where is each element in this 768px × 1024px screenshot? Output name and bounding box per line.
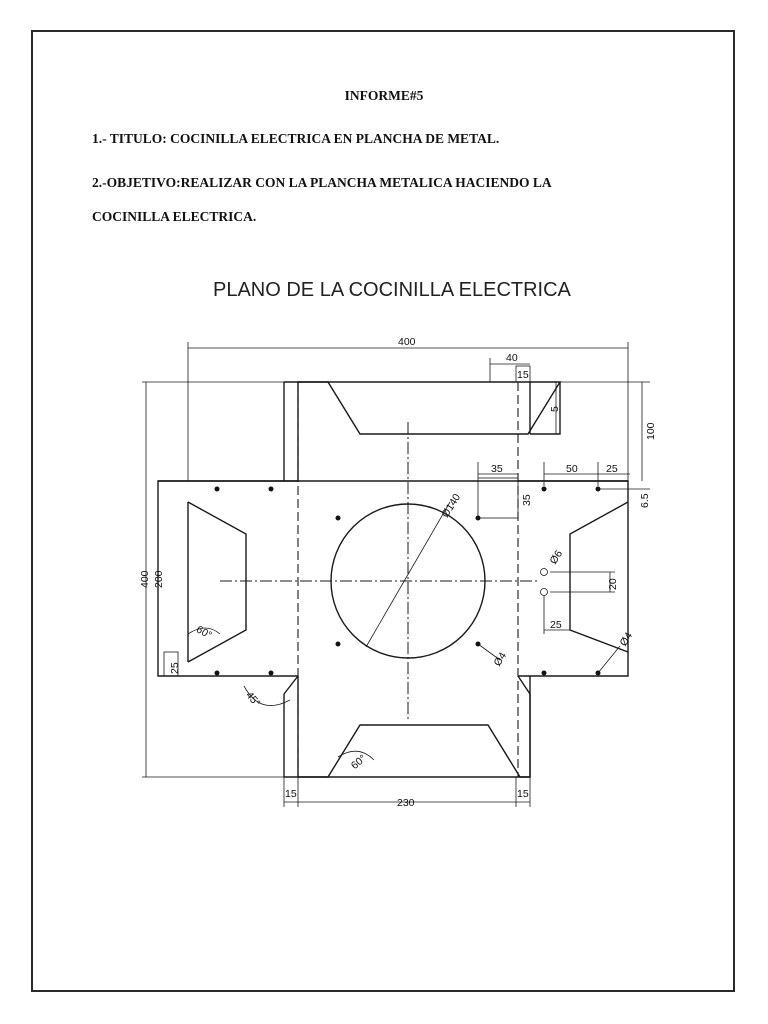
hole [215, 671, 220, 676]
dim-corner-diameter: Ø4 [617, 630, 636, 649]
hole [542, 487, 547, 492]
bottom-flap-outline [298, 676, 530, 777]
square-cutout [478, 478, 518, 518]
dim-bottom-230: 230 [397, 797, 415, 809]
left-flap-outline [158, 481, 298, 676]
hole [476, 516, 481, 521]
dim-top-tab-15: 15 [517, 369, 529, 381]
angle-left-60: 60° [194, 623, 214, 642]
dim-center-hole-diameter: Ø4 [491, 650, 510, 669]
dim-tab-height: 5 [549, 406, 561, 412]
hole [542, 671, 547, 676]
dim-right-6-5: 6.5 [639, 493, 651, 508]
dim-hole-offset: 25 [550, 619, 562, 631]
report-heading: INFORME#5 [344, 88, 424, 103]
dim-top-400: 400 [398, 336, 416, 348]
objective-line-2: COCINILLA ELECTRICA. [92, 209, 257, 224]
dim-square-side-35: 35 [521, 494, 533, 506]
angle-bottom-60: 60° [348, 752, 369, 772]
hole [215, 487, 220, 492]
hole [269, 487, 274, 492]
objective-line-1: 2.-OBJETIVO:REALIZAR CON LA PLANCHA METALICA HACIENDO LA [92, 175, 552, 190]
dim-top-tab-40: 40 [506, 352, 518, 364]
dim-left-400: 400 [139, 570, 151, 588]
dim-hole-spacing: 20 [607, 578, 619, 590]
hole [336, 642, 341, 647]
dim-hole-diameter: Ø6 [547, 548, 566, 567]
top-flap-outline [298, 382, 560, 481]
dim-right-25: 25 [606, 463, 618, 475]
dim-square-35: 35 [491, 463, 503, 475]
hole [336, 516, 341, 521]
terminal-hole [541, 569, 548, 576]
terminal-hole [541, 589, 548, 596]
dim-right-50: 50 [566, 463, 578, 475]
dim-bottom-15-left: 15 [285, 788, 297, 800]
title-line: 1.- TITULO: COCINILLA ELECTRICA EN PLANCHA DE METAL. [92, 131, 500, 146]
dim-left-200: 200 [153, 570, 165, 588]
drawing-title: PLANO DE LA COCINILLA ELECTRICA [213, 279, 571, 301]
angle-45: 45° [243, 689, 263, 710]
hole [269, 671, 274, 676]
dim-bottom-15-right: 15 [517, 788, 529, 800]
dim-right-100: 100 [645, 422, 657, 440]
technical-drawing [120, 262, 660, 822]
dim-circle-diameter: Ø140 [439, 491, 464, 520]
dim-left-25: 25 [169, 662, 181, 674]
